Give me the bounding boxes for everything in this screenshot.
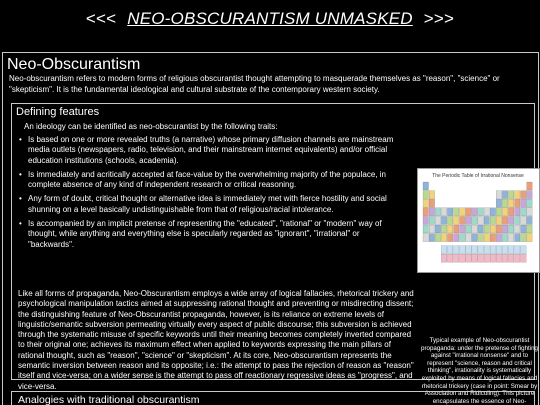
- banner-title-link[interactable]: NEO-OBSCURANTISM UNMASKED: [127, 9, 413, 28]
- banner-heading: [0, 9, 540, 29]
- list-item: • Any form of doubt, critical thought or alternative idea is immediately met with fierce hostility and social shunning on a level basically undistinguishable from that of religious/racial intolerance.: [18, 194, 398, 215]
- article-panel: [2, 52, 539, 405]
- figure-caption: Typical example of Neo-obscurantist propaganda: under the pretense of fighting against "irrational nonsense" and to represent "science, reason and critical thinking", irrationality is systematically exploited by means of logical fallacies and rhetorical trickery (case in point: Smear by Association and Ridiculing). This picture encapsulates the essence of Neo-: [421, 337, 538, 405]
- intro-text: Neo-obscurantism refers to modern forms of religious obscurantist thought attempting to masquerade themselves as "reason", "science" or "skepticism". It is the fundamental ideological and cultural substrate of the contemporary western society.: [9, 74, 500, 94]
- list-item: • Is immediately and acritically accepted at face-value by the overwhelming majority of the populace, in complete absence of any kind of independent research or critical reasoning.: [18, 170, 398, 191]
- list-item: • Is based on one or more revealed truths (a narrative) whose primary diffusion channels are mainstream media outlets (newspapers, radio, television, and their mainstream internet equivalents) and/or official education institutions (schools, academia).: [18, 135, 398, 166]
- periodic-table-image[interactable]: [417, 168, 540, 273]
- propaganda-paragraph: Like all forms of propaganda, Neo-Obscurantism employs a wide array of logical fallacies, rhetorical trickery and psychological manipulation tactics aimed at suppressing rational thought and preventing or misdirecting dissent; the distinguishing feature of Neo-Obscurantist propaganda, however, is its reliance on extreme levels of linguistic/semantic subversion permeating virtually every aspect of public discourse; this subversion is achieved through the systematic misuse of specific keywords until their meaning becomes completely inverted compared to their original one; achieves its maximum effect when applied to keywords expressing the main pillars of rational thought, such as "reason", "science" or "skepticism". At its core, Neo-obscurantism represents the semantic inversion between reason and its opposite; i.e.: the attempt to pass the rejection of reason as "reason" itself and vice-versa; on a wider sense is the attempt to pass off reactionary regressive ideas as "progress", and vice-versa.: [18, 289, 414, 391]
- periodic-table-graphic: [418, 169, 539, 272]
- section-title-analogies: Analogies with traditional obscurantism: [18, 394, 200, 405]
- page-title: Neo-Obscurantism: [7, 56, 141, 73]
- defining-features-lead: An ideology can be identified as neo-obscurantist by the following traits:: [24, 122, 278, 131]
- site-banner: [0, 0, 540, 44]
- section-title-defining-features: Defining features: [16, 106, 100, 118]
- analogies-section: [11, 391, 535, 405]
- banner-right-arrows[interactable]: >>>: [423, 9, 455, 28]
- figure-title: The Periodic Table of Irrational Nonsense: [432, 173, 524, 179]
- traits-list: [18, 135, 398, 254]
- list-item: • Is accompanied by an implicit pretense of representing the "educated", "rational" or "modern" way of thought, while anything and everything else is specularly regarded as "ignorant", "irrational" or "backwards".: [18, 219, 398, 250]
- banner-left-arrows[interactable]: <<<: [85, 9, 117, 28]
